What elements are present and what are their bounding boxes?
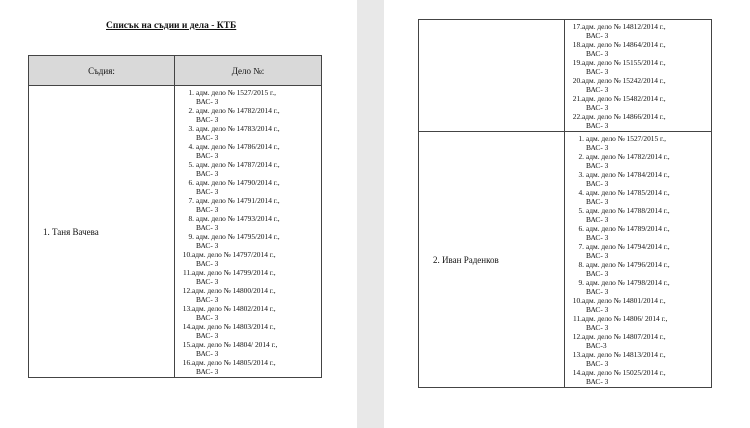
court-code: ВАС- 3 [586, 67, 609, 76]
list-item [571, 323, 711, 332]
list-item [181, 106, 321, 115]
court-code: ВАС- 3 [586, 121, 609, 130]
list-item [181, 124, 321, 133]
court-code: ВАС- 3 [196, 277, 219, 286]
list-item [181, 340, 321, 349]
list-item [571, 143, 711, 152]
court-code: ВАС- 3 [586, 305, 609, 314]
court-code: ВАС- 3 [586, 377, 609, 386]
case-reference: адм. дело № 14802/2014 г., [192, 304, 276, 313]
case-number: 9. [578, 278, 584, 287]
case-list-cell [565, 132, 712, 388]
court-code: ВАС- 3 [196, 97, 219, 106]
list-item [181, 151, 321, 160]
court-code: ВАС- 3 [586, 197, 609, 206]
case-reference: адм. дело № 14801/2014 г., [582, 296, 666, 305]
court-code: ВАС- 3 [196, 115, 219, 124]
case-reference: адм. дело № 14805/2014 г., [192, 358, 276, 367]
court-code: ВАС- 3 [196, 295, 219, 304]
case-reference: адм. дело № 14789/2014 г., [586, 224, 670, 233]
court-code: ВАС- 3 [196, 187, 219, 196]
list-item [571, 242, 711, 251]
case-number: 16. [182, 358, 192, 367]
court-code: ВАС- 3 [196, 133, 219, 142]
case-reference: адм. дело № 14782/2014 г., [586, 152, 670, 161]
case-reference: адм. дело № 14788/2014 г., [586, 206, 670, 215]
list-item [181, 367, 321, 376]
case-list [571, 22, 711, 130]
list-item [571, 40, 711, 49]
list-item [181, 331, 321, 340]
list-item [571, 197, 711, 206]
list-item [571, 206, 711, 215]
court-code: ВАС- 3 [586, 233, 609, 242]
list-item [571, 112, 711, 121]
table-row [29, 86, 322, 378]
case-reference: адм. дело № 14807/2014 г., [582, 332, 666, 341]
list-item [571, 31, 711, 40]
list-item [181, 250, 321, 259]
judges-cases-table [28, 55, 322, 378]
list-item [571, 85, 711, 94]
case-list [571, 134, 711, 386]
case-number: 14. [572, 368, 582, 377]
court-code: ВАС- 3 [586, 269, 609, 278]
case-list [181, 88, 321, 376]
table-header-row [29, 56, 322, 86]
case-reference: адм. дело № 14783/2014 г., [196, 124, 280, 133]
case-reference: адм. дело № 1527/2015 г., [196, 88, 276, 97]
list-item [181, 214, 321, 223]
list-item [181, 160, 321, 169]
case-reference: адм. дело № 15482/2014 г., [582, 94, 666, 103]
list-item [181, 187, 321, 196]
list-item [571, 251, 711, 260]
case-number: 8. [188, 214, 194, 223]
court-code: ВАС- 3 [196, 205, 219, 214]
case-reference: адм. дело № 15242/2014 г., [582, 76, 666, 85]
court-code: ВАС- 3 [196, 259, 219, 268]
case-list-cell [175, 86, 322, 378]
case-reference: адм. дело № 14864/2014 г., [582, 40, 666, 49]
case-number: 7. [188, 196, 194, 205]
list-item [181, 295, 321, 304]
list-item [181, 133, 321, 142]
court-code: ВАС-3 [586, 341, 607, 350]
court-code: ВАС- 3 [586, 359, 609, 368]
document-page-1 [0, 0, 357, 428]
list-item [181, 286, 321, 295]
case-reference: адм. дело № 14794/2014 г., [586, 242, 670, 251]
court-code: ВАС- 3 [586, 85, 609, 94]
list-item [571, 296, 711, 305]
case-number: 5. [578, 206, 584, 215]
case-number: 7. [578, 242, 584, 251]
case-number: 13. [572, 350, 582, 359]
case-column-header: Дело №: [175, 56, 322, 86]
case-reference: адм. дело № 14797/2014 г., [192, 250, 276, 259]
list-item [571, 332, 711, 341]
list-item [571, 179, 711, 188]
empty-judge-cell [419, 20, 565, 132]
case-reference: адм. дело № 14804/ 2014 г., [192, 340, 278, 349]
case-number: 3. [578, 170, 584, 179]
case-reference: адм. дело № 14813/2014 г., [582, 350, 666, 359]
court-code: ВАС- 3 [586, 323, 609, 332]
list-item [181, 232, 321, 241]
case-number: 18. [572, 40, 582, 49]
case-reference: адм. дело № 14796/2014 г., [586, 260, 670, 269]
case-reference: адм. дело № 14866/2014 г., [582, 112, 666, 121]
case-reference: адм. дело № 14803/2014 г., [192, 322, 276, 331]
court-code: ВАС- 3 [196, 151, 219, 160]
case-reference: адм. дело № 14787/2014 г., [196, 160, 280, 169]
list-item [181, 322, 321, 331]
court-code: ВАС- 3 [196, 367, 219, 376]
list-item [181, 196, 321, 205]
list-item [571, 188, 711, 197]
case-reference: адм. дело № 15155/2014 г., [582, 58, 666, 67]
table-row [419, 20, 712, 132]
list-item [571, 341, 711, 350]
case-number: 2. [578, 152, 584, 161]
list-item [571, 224, 711, 233]
list-item [181, 241, 321, 250]
list-item [571, 152, 711, 161]
list-item [571, 278, 711, 287]
case-number: 10. [572, 296, 582, 305]
case-number: 14. [182, 322, 192, 331]
case-number: 21. [572, 94, 582, 103]
list-item [571, 161, 711, 170]
court-code: ВАС- 3 [586, 103, 609, 112]
case-reference: адм. дело № 14812/2014 г., [582, 22, 666, 31]
case-reference: адм. дело № 14782/2014 г., [196, 106, 280, 115]
case-number: 3. [188, 124, 194, 133]
case-reference: адм. дело № 14790/2014 г., [196, 178, 280, 187]
table-row [419, 132, 712, 388]
court-code: ВАС- 3 [196, 331, 219, 340]
list-item [571, 49, 711, 58]
case-number: 9. [188, 232, 194, 241]
list-item [571, 377, 711, 386]
court-code: ВАС- 3 [196, 241, 219, 250]
case-number: 12. [572, 332, 582, 341]
list-item [181, 178, 321, 187]
court-code: ВАС- 3 [196, 223, 219, 232]
case-reference: адм. дело № 14786/2014 г., [196, 142, 280, 151]
case-reference: адм. дело № 15025/2014 г., [582, 368, 666, 377]
case-number: 15. [182, 340, 192, 349]
list-item [181, 115, 321, 124]
list-item [571, 215, 711, 224]
list-item [181, 142, 321, 151]
list-item [571, 359, 711, 368]
case-reference: адм. дело № 1527/2015 г., [586, 134, 666, 143]
list-item [571, 22, 711, 31]
list-item [571, 121, 711, 130]
list-item [571, 94, 711, 103]
court-code: ВАС- 3 [586, 251, 609, 260]
list-item [181, 205, 321, 214]
list-item [571, 170, 711, 179]
case-number: 22. [572, 112, 582, 121]
court-code: ВАС- 3 [586, 179, 609, 188]
list-item [181, 223, 321, 232]
court-code: ВАС- 3 [196, 349, 219, 358]
case-reference: адм. дело № 14795/2014 г., [196, 232, 280, 241]
list-item [571, 269, 711, 278]
list-item [181, 97, 321, 106]
list-item [181, 169, 321, 178]
list-item [571, 368, 711, 377]
list-item [571, 67, 711, 76]
court-code: ВАС- 3 [196, 313, 219, 322]
list-item [181, 358, 321, 367]
case-number: 2. [188, 106, 194, 115]
case-number: 10. [182, 250, 192, 259]
case-reference: адм. дело № 14785/2014 г., [586, 188, 670, 197]
case-number: 12. [182, 286, 192, 295]
case-reference: адм. дело № 14800/2014 г., [192, 286, 276, 295]
case-number: 6. [188, 178, 194, 187]
case-number: 11. [183, 268, 192, 277]
case-reference: адм. дело № 14806/ 2014 г., [582, 314, 668, 323]
case-number: 5. [188, 160, 194, 169]
judge-column-header: Съдия: [29, 56, 175, 86]
court-code: ВАС- 3 [586, 31, 609, 40]
case-number: 13. [182, 304, 192, 313]
case-number: 11. [573, 314, 582, 323]
judges-cases-table-continued [418, 19, 712, 388]
case-number: 17. [572, 22, 582, 31]
document-title: Списък на съдии и дела - КТБ [106, 21, 237, 31]
court-code: ВАС- 3 [586, 161, 609, 170]
case-reference: адм. дело № 14798/2014 г., [586, 278, 670, 287]
list-item [181, 349, 321, 358]
list-item [571, 233, 711, 242]
court-code: ВАС- 3 [586, 287, 609, 296]
court-code: ВАС- 3 [586, 215, 609, 224]
case-number: 20. [572, 76, 582, 85]
list-item [181, 88, 321, 97]
case-reference: адм. дело № 14791/2014 г., [196, 196, 280, 205]
list-item [181, 259, 321, 268]
list-item [571, 305, 711, 314]
list-item [571, 260, 711, 269]
list-item [571, 287, 711, 296]
list-item [181, 313, 321, 322]
court-code: ВАС- 3 [196, 169, 219, 178]
judge-name: 1. Таня Вачева [29, 86, 175, 378]
list-item [571, 58, 711, 67]
list-item [181, 277, 321, 286]
list-item [571, 76, 711, 85]
case-number: 4. [188, 142, 194, 151]
list-item [181, 268, 321, 277]
list-item [181, 304, 321, 313]
case-number: 6. [578, 224, 584, 233]
case-reference: адм. дело № 14784/2014 г., [586, 170, 670, 179]
case-number: 19. [572, 58, 582, 67]
case-number: 4. [578, 188, 584, 197]
court-code: ВАС- 3 [586, 49, 609, 58]
judge-name: 2. Иван Раденков [419, 132, 565, 388]
list-item [571, 350, 711, 359]
list-item [571, 134, 711, 143]
case-reference: адм. дело № 14799/2014 г., [192, 268, 276, 277]
case-number: 8. [578, 260, 584, 269]
case-list-cell [565, 20, 712, 132]
list-item [571, 314, 711, 323]
court-code: ВАС- 3 [586, 143, 609, 152]
case-number: 1. [188, 88, 194, 97]
list-item [571, 103, 711, 112]
case-number: 1. [578, 134, 584, 143]
document-page-2 [384, 0, 750, 428]
case-reference: адм. дело № 14793/2014 г., [196, 214, 280, 223]
